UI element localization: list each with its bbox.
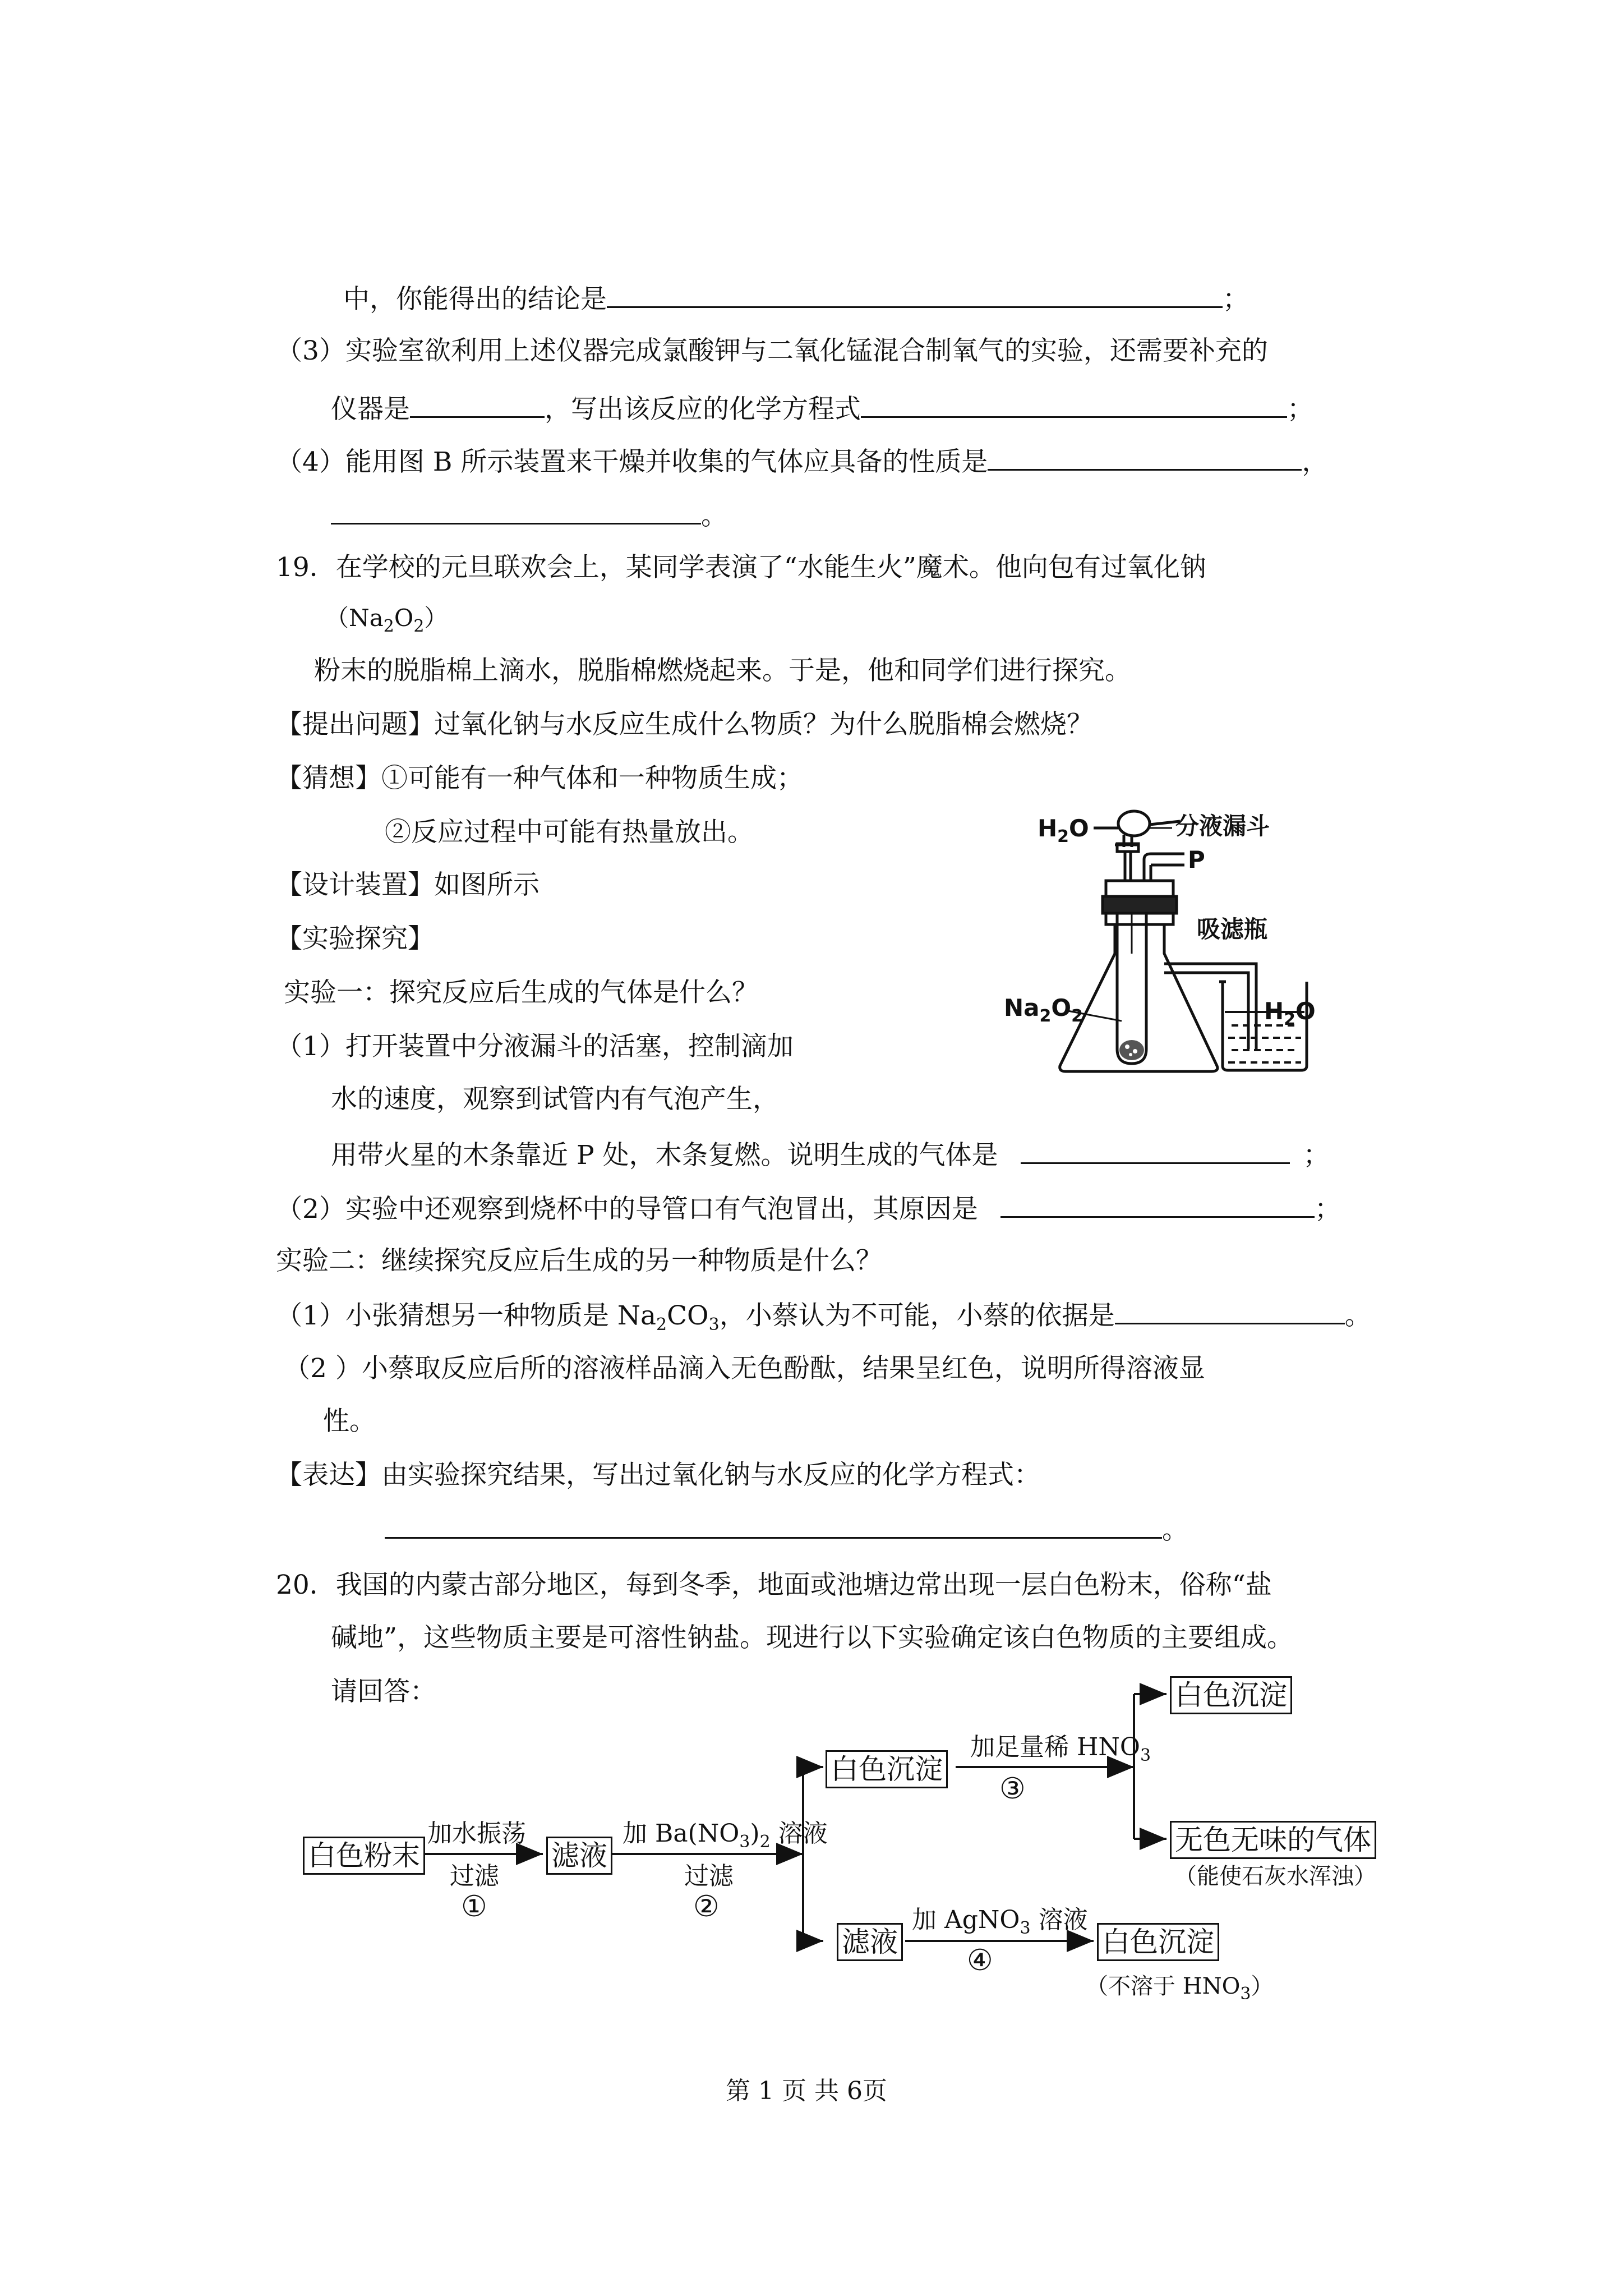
answer-blank[interactable] (607, 280, 1223, 308)
q20-line-1: 20．我国的内蒙古部分地区，每到冬季，地面或池塘边常出现一层白色粉末，俗称“盐 (276, 1570, 1272, 1600)
q19-step-1-cont: 水的速度，观察到试管内有气泡产生， (331, 1084, 779, 1115)
q19-design-heading: 【设计装置】如图所示 (276, 869, 540, 900)
na2o2-label: $Na_2O_2$ (1004, 994, 1083, 1026)
answer-blank[interactable] (1021, 1137, 1290, 1164)
q18-line-4: （4）能用图 B 所示装置来干燥并收集的气体应具备的性质是 ， (276, 443, 1328, 479)
step1-number: ① (461, 1890, 487, 1924)
answer-blank[interactable] (1115, 1297, 1345, 1324)
answer-blank[interactable] (861, 390, 1287, 418)
q19-expression: 【表达】由实验探究结果，写出过氧化钠与水反应的化学方程式： (276, 1460, 1040, 1490)
answer-blank[interactable] (1000, 1190, 1315, 1218)
step4-number: ④ (967, 1944, 993, 1977)
page-footer: 第 1 页 共 6页 (726, 2077, 887, 2105)
gas-box: 无色无味的气体 (1170, 1821, 1376, 1859)
q19-expression-answer: 。 (385, 1511, 1188, 1547)
step4-top-label: 加 AgNO$_3$ 溶液 (912, 1906, 1088, 1938)
q20-line-3: 请回答： (331, 1676, 436, 1707)
gas-note: （能使石灰水浑浊） (1174, 1864, 1376, 1889)
step3-number: ③ (999, 1772, 1026, 1806)
funnel-label: 分液漏斗 (1175, 812, 1270, 840)
start-box: 白色粉末 (303, 1837, 425, 1875)
q19-exp2-step-1: （1）小张猜想另一种物质是 $Na_2CO_3$，小蔡认为不可能，小蔡的依据是 。 (276, 1297, 1371, 1333)
q18-line-5: 。 (331, 497, 727, 533)
flask-label: 吸滤瓶 (1197, 915, 1268, 943)
q19-experiment-1: 实验一：探究反应后生成的气体是什么？ (284, 977, 758, 1008)
p-label: P (1188, 846, 1205, 873)
step2-bottom-label: 过滤 (684, 1862, 734, 1890)
q19-step-2: （2）实验中还观察到烧杯中的导管口有气泡冒出，其原因是 ； (276, 1190, 1341, 1226)
answer-blank[interactable] (331, 497, 701, 524)
q19-step-1-end: 用带火星的木条靠近 P 处，木条复燃。说明生成的气体是 ； (331, 1137, 1330, 1172)
q19-exp2-step-2-end: 性。 (323, 1406, 376, 1437)
step1-top-label: 加水振荡 (427, 1819, 526, 1848)
step3-top-label: 加足量稀 $HNO_3$ (970, 1733, 1151, 1765)
ppt2-box: 白色沉淀 (1170, 1676, 1292, 1714)
flow-diagram (292, 1660, 1391, 2019)
filtrate2-box: 滤液 (837, 1923, 903, 1961)
q20-line-2: 碱地”，这些物质主要是可溶性钠盐。现进行以下实验确定该白色物质的主要组成。 (331, 1622, 1294, 1653)
q19-step-1: （1）打开装置中分液漏斗的活塞，控制滴加 (276, 1031, 794, 1062)
answer-blank[interactable] (988, 443, 1302, 471)
step1-bottom-label: 过滤 (450, 1862, 499, 1890)
step2-number: ② (693, 1890, 720, 1924)
q19-formula: $(Na_2O_2)$ (325, 604, 448, 636)
answer-blank[interactable] (385, 1511, 1162, 1539)
q19-line-3: 粉末的脱脂棉上滴水，脱脂棉燃烧起来。于是，他和同学们进行探究。 (314, 655, 1131, 686)
q19-hypothesis-1: 【猜想】①可能有一种气体和一种物质生成； (276, 763, 803, 794)
step2-top-label: 加 $Ba(NO_3)_2$ 溶液 (623, 1819, 828, 1852)
q19-line-1: 19．在学校的元旦联欢会上，某同学表演了“水能生火”魔术。他向包有过氧化钠 (276, 552, 1206, 583)
h2o-right-label: $H_2O$ (1264, 997, 1316, 1029)
ppt3-box: 白色沉淀 (1097, 1923, 1219, 1961)
answer-blank[interactable] (410, 390, 545, 418)
q19-exp2-step-2: （2 ）小蔡取反应后所的溶液样品滴入无色酚酞，结果呈红色，说明所得溶液显 (284, 1353, 1205, 1384)
ppt1-box: 白色沉淀 (826, 1750, 948, 1788)
q18-line-3: 仪器是 ，写出该反应的化学方程式 ； (331, 390, 1313, 426)
q19-experiment-2: 实验二：继续探究反应后生成的另一种物质是什么？ (276, 1245, 882, 1276)
q19-question-heading: 【提出问题】过氧化钠与水反应生成什么物质？为什么脱脂棉会燃烧？ (276, 709, 1093, 740)
q19-hypothesis-2: ②反应过程中可能有热量放出。 (385, 817, 754, 848)
apparatus-figure (987, 785, 1324, 1099)
q18-line-1: 中，你能得出的结论是 ； (343, 280, 1249, 316)
ppt3-note: （不溶于 $HNO_3$） (1086, 1973, 1274, 2004)
h2o-top-label: $H_2O$ (1038, 815, 1089, 846)
q19-explore-heading: 【实验探究】 (276, 923, 434, 954)
q18-line-2: （3）实验室欲利用上述仪器完成氯酸钾与二氧化锰混合制氧气的实验，还需要补充的 (276, 335, 1268, 366)
filtrate1-box: 滤液 (546, 1837, 612, 1875)
